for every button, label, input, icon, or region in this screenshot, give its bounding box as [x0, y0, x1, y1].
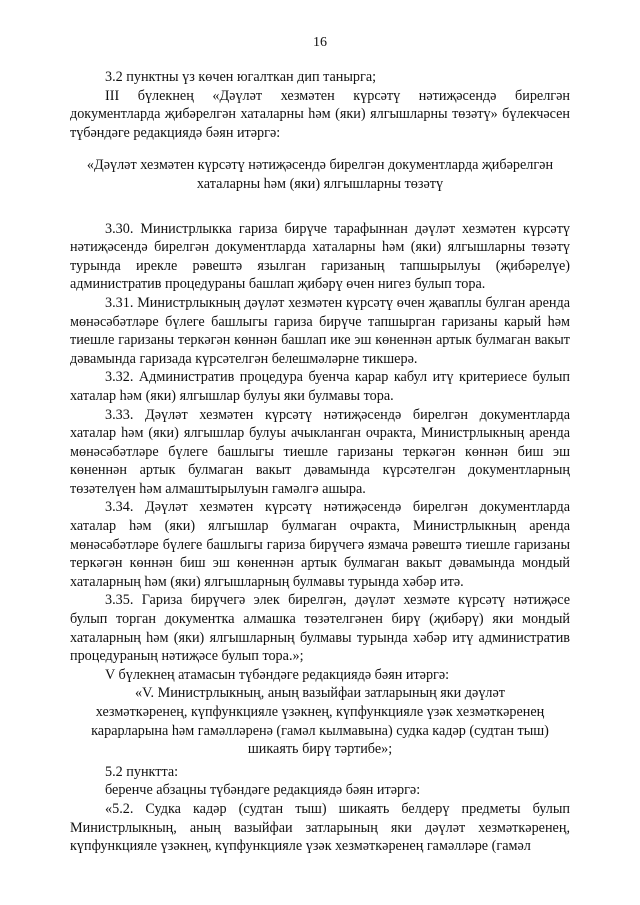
chapter-5-heading-line-2: хезмәткәренең, күпфункцияле үзәкнең, күпфункцияле үзәк хезмәткәренең [95, 704, 545, 720]
paragraph-3-30: 3.30. Министрлыкка гариза бирүче тарафыннан дәүләт хезмәтен күрсәтү нәтиҗәсендә бирелгән документларда хаталарны һәм (яки) ялгышларны төзәтү турында ирекле рәвештә язылган гаризаның тапшырылуы (җибәрелүе) административ процедураны башлап җибәрү өчен нигез булып тора. [70, 220, 570, 293]
paragraph-3-35: 3.35. Гариза бирүчегә элек бирелгән, дәүләт хезмәте күрсәтү нәтиҗәсе булып торган документка алмашка төзәтелгәнен бирү (җибәрү) яки мондый хаталарның һәм (яки) ялгышларның булмавы турында хәбәр итү административ процедураның нәтиҗәсе булып тора.»; [70, 592, 570, 665]
subsection-heading [70, 156, 570, 193]
subsection-heading-line-1: «Дәүләт хезмәтен күрсәтү нәтиҗәсендә бирелгән документларда җибәрелгән [86, 157, 554, 174]
chapter-5-heading-line-3: карарларына һәм гамәлләренә (гамәл кылмавына) судка кадәр (судтан тыш) [91, 722, 549, 739]
paragraph-5-2-intro: 5.2 пунктта: [105, 763, 179, 780]
chapter-5-heading-line-1: «V. Министрлыкның, аның вазыйфаи затларының яки дәүләт [134, 685, 505, 702]
subsection-heading-line-2: хаталарны һәм (яки) ялгышларны төзәтү [196, 175, 444, 192]
chapter-5-heading [70, 684, 570, 758]
chapter-5-heading-line-4: шикаять бирү тәртибе»; [247, 741, 393, 758]
paragraph-3-33: 3.33. Дәүләт хезмәтен күрсәтү нәтиҗәсендә бирелгән документларда хаталар һәм (яки) ялгышлар булуы ачыкланган очракта, Министрлыкның аренда мөнәсәбәтләре бүлеге башлыгы тиешле гаризаны теркәгән көннән биш эш көненнән артык булмаган вакыт дәвамында күрсәтелгән документларның төзәтелүен һәм алмаштырылуын гамәлгә ашыра. [70, 406, 570, 497]
paragraph-3-32: 3.32. Административ процедура буенча карар кабул итү критериесе булып хаталар һәм (яки) ялгышлар булуы яки булмавы тора. [70, 369, 570, 404]
page-number: 16 [313, 35, 327, 50]
paragraph-3-34: 3.34. Дәүләт хезмәтен күрсәтү нәтиҗәсендә бирелгән документларда хаталар һәм (яки) ялгышлар булмаган очракта, Министрлыкның аренда мөнәсәбәтләре бүлеге башлыгы гариза бирүчегә язмача рәвештә тиешле гаризаны теркәгән көннән биш эш көненнән артык булмаган вакыт дәвамында мондый хаталарның һәм (яки) ялгышларның булмавы турында хәбәр итә. [70, 499, 570, 590]
paragraph-chapter-5-title-change: V бүлекнең атамасын түбәндәге редакциядә бәян итәргә: [105, 666, 450, 683]
paragraph-chapter-3-subsection: III бүлекнең «Дәүләт хезмәтен күрсәтү нәтиҗәсендә бирелгән документларда җибәрелгән хаталарны һәм (яки) ялгышларны төзәтү» бүлекчәсен түбәндәге редакциядә бәян итәргә: [70, 87, 570, 141]
paragraph-5-2-text: «5.2. Судка кадәр (судтан тыш) шикаять белдерү предметы булып Министрлыкның, аның вазыйфаи затларының яки дәүләт хезмәткәренең, күпфункцияле үзәкнең, күпфункцияле үзәк хезмәткәренең гамәлләре (гамәл [70, 800, 570, 855]
document-body [70, 68, 570, 856]
paragraph-3-2: 3.2 пунктны үз көчен югалткан дип танырга; [105, 69, 377, 85]
paragraph-first-abzac: беренче абзацны түбәндәге редакциядә бәян итәргә: [105, 782, 421, 799]
paragraph-3-31: 3.31. Министрлыкның дәүләт хезмәтен күрсәтү өчен җаваплы булган аренда мөнәсәбәтләре бүлеге башлыгы гариза бирүче тапшырган гаризаны карый һәм тиешле гаризаны теркәгән көннән башлап ике эш көненнән артык булмаган вакыт дәвамында гаризада күрсәтелгән белешмәләрне тикшерә. [70, 294, 570, 367]
